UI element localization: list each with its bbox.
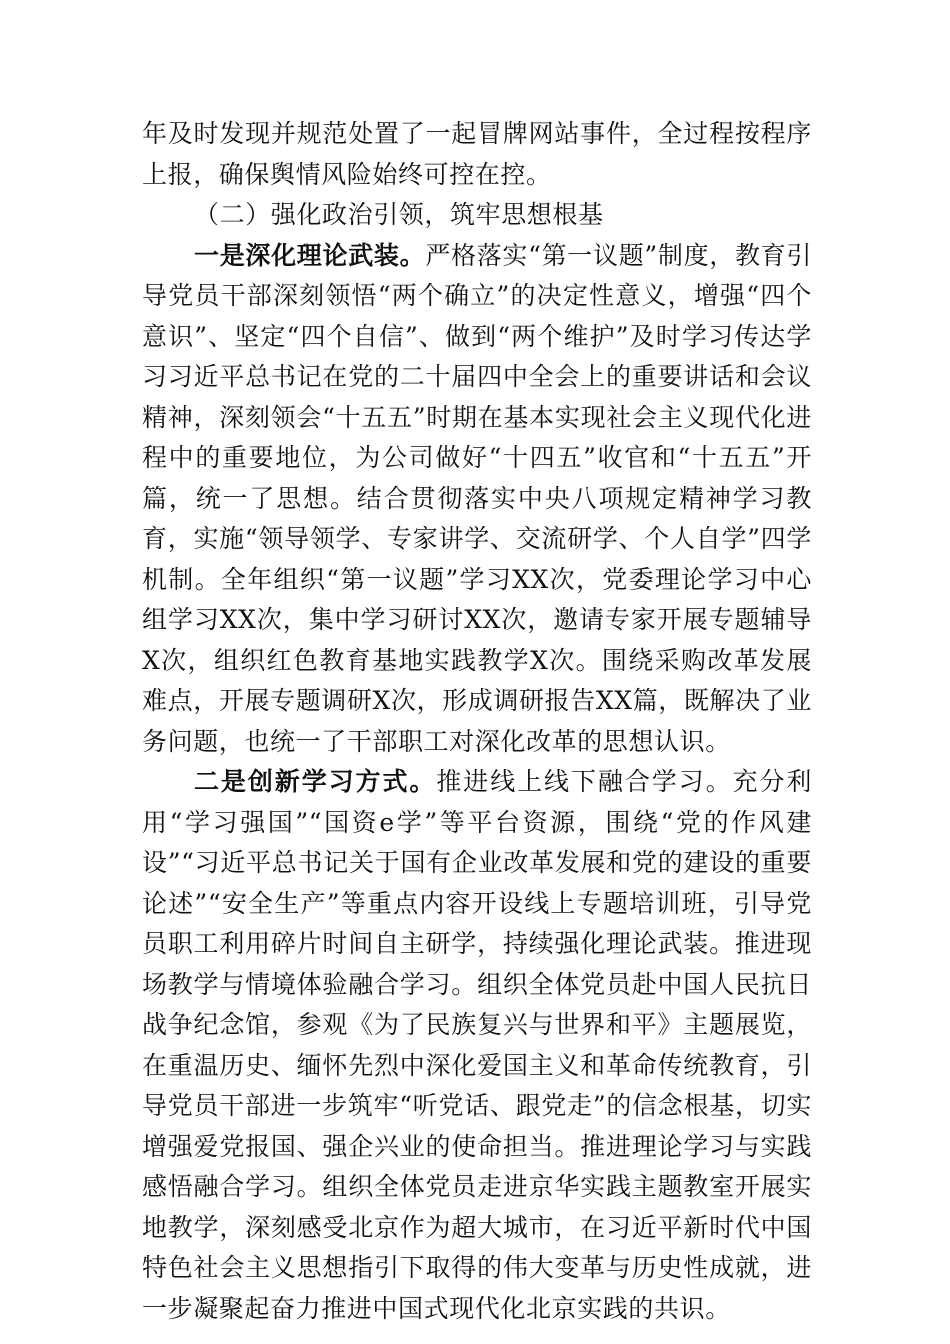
continuation-paragraph: 年及时发现并规范处置了一起冒牌网站事件，全过程按程序上报，确保舆情风险始终可控在控。 (142, 119, 812, 189)
document-body (142, 114, 812, 1329)
paragraph-1-lead: 一是深化理论武装。 (194, 240, 426, 270)
paragraph-theory-study (142, 236, 812, 763)
paragraph-2-lead: 二是创新学习方式。 (194, 767, 437, 796)
section-heading: （二）强化政治引领，筑牢思想根基 (194, 200, 604, 229)
paragraph-learning-methods (142, 762, 812, 1329)
paragraph-2-text: 推进线上线下融合学习。充分利用“学习强国”“国资e学”等平台资源，围绕“党的作风建设”“习近平总书记关于国有企业改革发展和党的建设的重要论述”“安全生产”等重点内容开设线上专题培训班，引导党员职工利用碎片时间自主研学，持续强化理论武装。推进现场教学与情境体验融合学习。组织全体党员赴中国人民抗日战争纪念馆，参观《为了民族复兴与世界和平》主题展览，在重温历史、缅怀先烈中深化爱国主义和革命传统教育，引导党员干部进一步筑牢“听党话、跟党走”的信念根基，切实增强爱党报国、强企兴业的使命担当。推进理论学习与实践感悟融合学习。组织全体党员走进京华实践主题教室开展实地教学，深刻感受北京作为超大城市，在习近平新时代中国特色社会主义思想指引下取得的伟大变革与历史性成就，进一步凝聚起奋力推进中国式现代化北京实践的共识。 (142, 767, 812, 1323)
paragraph-1-text: 严格落实“第一议题”制度，教育引导党员干部深刻领悟“两个确立”的决定性意义，增强“四个意识”、坚定“四个自信”、做到“两个维护”及时学习传达学习习近平总书记在党的二十届四中全会上的重要讲话和会议精神，深刻领会“十五五”时期在基本实现社会主义现代化进程中的重要地位，为公司做好“十四五”收官和“十五五”开篇，统一了思想。结合贯彻落实中央八项规定精神学习教育，实施“领导领学、专家讲学、交流研学、个人自学”四学机制。全年组织“第一议题”学习XX次，党委理论学习中心组学习XX次，集中学习研讨XX次，邀请专家开展专题辅导X次，组织红色教育基地实践教学X次。围绕采购改革发展难点，开展专题调研X次，形成调研报告XX篇，既解决了业务问题，也统一了干部职工对深化改革的思想认识。 (142, 240, 812, 756)
